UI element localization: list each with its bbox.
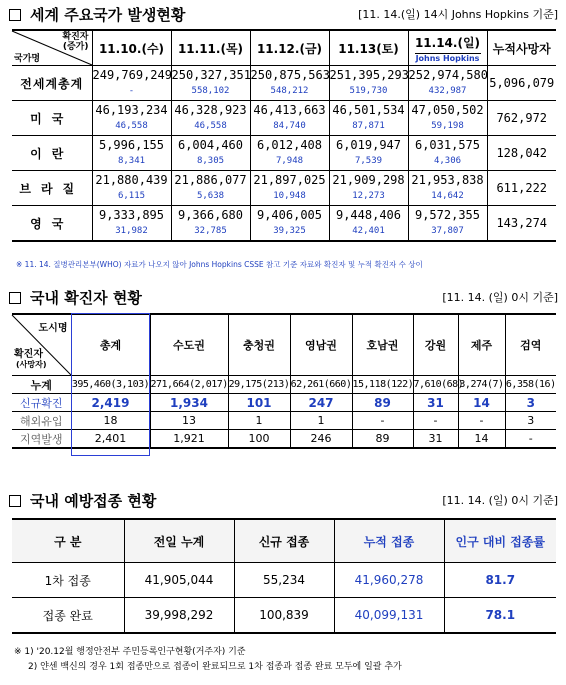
domestic-value-cell: - [413, 412, 458, 430]
world-corner-cell [12, 30, 92, 66]
domestic-row-label: 누계 [12, 376, 71, 394]
domestic-col-header: 제주 [458, 314, 505, 376]
world-value-cell [408, 206, 487, 242]
world-value-stack [93, 66, 171, 100]
domestic-value-cell: 101 [228, 394, 290, 412]
world-country-cell: 전세계총계 [12, 66, 92, 101]
johns-hopkins-label: Johns Hopkins [415, 53, 480, 63]
world-section [0, 4, 566, 30]
cumulative-cases: 46,328,923 [174, 103, 247, 117]
vaccine-value-cell: 41,905,044 [124, 563, 234, 598]
domestic-value-cell: 247 [290, 394, 352, 412]
cumulative-cases: 9,572,355 [414, 208, 481, 222]
cumulative-cases: 46,413,663 [253, 103, 326, 117]
vaccine-title: 국내 예방접종 현황 [30, 492, 157, 510]
domestic-row-label: 해외유입 [12, 412, 71, 430]
domestic-value-cell: 1 [290, 412, 352, 430]
cumulative-cases: 252,974,580 [408, 68, 488, 82]
vaccine-table [12, 518, 556, 634]
world-value-stack [330, 171, 408, 205]
world-value-stack [172, 101, 250, 135]
vaccine-value-cell: 100,839 [234, 598, 334, 634]
daily-increase: 14,642 [431, 191, 464, 201]
domestic-header-row [12, 314, 556, 376]
world-value-stack [409, 206, 487, 240]
daily-increase: 87,871 [352, 121, 385, 131]
world-value-cell [171, 136, 250, 171]
world-value-cell [92, 206, 171, 242]
world-value-cell [171, 101, 250, 136]
cumulative-cases: 21,886,077 [174, 173, 247, 187]
vaccine-footnote: 2) 얀센 백신의 경우 1회 접종만으로 접종이 완료되므로 1차 접종과 접종 완료 모두에 일괄 추가 [28, 662, 402, 672]
daily-increase: 37,807 [431, 226, 464, 236]
vaccine-section [0, 490, 566, 516]
daily-increase: - [128, 86, 135, 96]
domestic-value-cell: 6,358(16) [505, 376, 556, 394]
vaccine-header [0, 490, 566, 516]
domestic-value-cell: - [458, 412, 505, 430]
checkbox-square-icon [9, 9, 21, 21]
world-value-cell [250, 101, 329, 136]
domestic-row [12, 412, 556, 430]
daily-increase: 39,325 [273, 226, 306, 236]
world-header [0, 4, 566, 30]
vaccine-value-cell: 78.1 [444, 598, 556, 634]
world-row [12, 136, 556, 171]
daily-increase: 8,341 [117, 156, 146, 166]
world-country-cell: 이란 [12, 136, 92, 171]
world-value-stack [172, 171, 250, 205]
world-value-cell [329, 136, 408, 171]
world-date-header: 11.10.(수) [92, 30, 171, 66]
domestic-value-cell: 2,401 [71, 430, 150, 449]
vaccine-value-cell: 55,234 [234, 563, 334, 598]
daily-increase: 59,198 [431, 121, 464, 131]
vaccine-row [12, 563, 556, 598]
domestic-header [0, 287, 566, 313]
vaccine-stamp: [11. 14. (일) 0시 기준] [442, 494, 558, 507]
world-value-cell [408, 66, 487, 101]
world-value-cell [329, 206, 408, 242]
daily-increase: 558,102 [191, 86, 230, 96]
world-table [12, 29, 556, 242]
domestic-value-cell: 100 [228, 430, 290, 449]
domestic-value-cell: 89 [352, 394, 413, 412]
domestic-value-cell: 3,274(7) [458, 376, 505, 394]
domestic-row-label: 지역발생 [12, 430, 71, 449]
world-value-stack [409, 66, 487, 100]
world-value-stack [251, 136, 329, 170]
world-country-cell: 영국 [12, 206, 92, 242]
world-stamp: [11. 14.(일) 14시 Johns Hopkins 기준] [358, 8, 558, 21]
vaccine-col-header: 구 분 [12, 519, 124, 563]
vaccine-header-row [12, 519, 556, 563]
domestic-value-cell: 3 [505, 412, 556, 430]
world-date-header: 11.12.(금) [250, 30, 329, 66]
world-deaths-cell: 611,222 [487, 171, 556, 206]
world-title: 세계 주요국가 발생현황 [30, 6, 186, 24]
vaccine-col-header: 신규 접종 [234, 519, 334, 563]
cumulative-cases: 9,366,680 [177, 208, 244, 222]
cumulative-cases: 21,909,298 [332, 173, 405, 187]
cumulative-cases: 250,875,563 [250, 68, 330, 82]
daily-increase: 10,948 [273, 191, 306, 201]
world-value-stack [409, 136, 487, 170]
checkbox-square-icon [9, 495, 21, 507]
domestic-corner-top: 도시명 [38, 323, 68, 334]
domestic-value-cell: 1 [228, 412, 290, 430]
domestic-col-header: 호남권 [352, 314, 413, 376]
world-value-stack [93, 101, 171, 135]
domestic-value-cell: - [505, 430, 556, 449]
domestic-col-header: 총계 [71, 314, 150, 376]
domestic-corner-cell [12, 314, 71, 376]
world-value-stack [93, 171, 171, 205]
domestic-row [12, 394, 556, 412]
world-value-cell [92, 136, 171, 171]
world-value-stack [409, 101, 487, 135]
world-deaths-cell: 762,972 [487, 101, 556, 136]
checkbox-square-icon [9, 292, 21, 304]
daily-increase: 12,273 [352, 191, 385, 201]
world-date-header: 11.13(토) [329, 30, 408, 66]
world-value-stack [251, 171, 329, 205]
domestic-value-cell: 89 [352, 430, 413, 449]
cumulative-cases: 6,019,947 [335, 138, 402, 152]
daily-increase: 519,730 [349, 86, 388, 96]
vaccine-value-cell: 41,960,278 [334, 563, 444, 598]
vaccine-col-header: 누적 접종 [334, 519, 444, 563]
world-value-cell [171, 171, 250, 206]
world-header-row [12, 30, 556, 66]
world-value-cell [329, 66, 408, 101]
daily-increase: 84,740 [273, 121, 306, 131]
world-value-cell [250, 171, 329, 206]
world-value-cell [92, 66, 171, 101]
daily-increase: 7,539 [354, 156, 383, 166]
cumulative-cases: 6,012,408 [256, 138, 323, 152]
domestic-row-label: 신규확진 [12, 394, 71, 412]
domestic-value-cell: - [352, 412, 413, 430]
domestic-col-header: 영남권 [290, 314, 352, 376]
domestic-value-cell: 14 [458, 430, 505, 449]
world-value-cell [408, 171, 487, 206]
cumulative-cases: 6,004,460 [177, 138, 244, 152]
world-country-cell: 미국 [12, 101, 92, 136]
domestic-title: 국내 확진자 현황 [30, 289, 142, 307]
world-value-stack [251, 66, 329, 100]
world-value-cell [250, 66, 329, 101]
domestic-value-cell: 18 [71, 412, 150, 430]
domestic-value-cell: 62,261(660) [290, 376, 352, 394]
daily-increase: 5,638 [196, 191, 225, 201]
cumulative-cases: 21,953,838 [411, 173, 484, 187]
daily-increase: 4,306 [433, 156, 462, 166]
world-value-stack [330, 136, 408, 170]
domestic-value-cell: 14 [458, 394, 505, 412]
domestic-corner-mid: 확진자 [14, 349, 43, 360]
vaccine-footnote: ※ 1) '20.12월 행정안전부 주민등록인구현황(거주자) 기준 [14, 647, 246, 657]
world-row [12, 171, 556, 206]
world-value-cell [171, 66, 250, 101]
domestic-col-header: 검역 [505, 314, 556, 376]
world-value-stack [172, 66, 250, 100]
domestic-value-cell: 31 [413, 430, 458, 449]
cumulative-cases: 9,333,895 [98, 208, 165, 222]
domestic-row [12, 430, 556, 449]
cumulative-cases: 9,406,005 [256, 208, 323, 222]
daily-increase: 31,982 [115, 226, 148, 236]
world-deaths-cell: 128,042 [487, 136, 556, 171]
world-corner-top: 확진자 (증가) [62, 32, 89, 52]
daily-increase: 7,948 [275, 156, 304, 166]
world-value-stack [251, 101, 329, 135]
domestic-row [12, 376, 556, 394]
world-value-stack [93, 136, 171, 170]
domestic-corner-bottom: (사망자) [16, 360, 47, 369]
world-value-cell [329, 171, 408, 206]
daily-increase: 548,212 [270, 86, 309, 96]
domestic-value-cell: 246 [290, 430, 352, 449]
domestic-value-cell: 15,118(122) [352, 376, 413, 394]
world-value-stack [172, 136, 250, 170]
cumulative-cases: 21,897,025 [253, 173, 326, 187]
world-row [12, 206, 556, 242]
world-value-stack [330, 206, 408, 240]
vaccine-value-cell: 81.7 [444, 563, 556, 598]
world-value-cell [92, 101, 171, 136]
world-deaths-cell: 5,096,079 [487, 66, 556, 101]
cumulative-cases: 250,327,351 [171, 68, 251, 82]
world-value-cell [171, 206, 250, 242]
cumulative-cases: 251,395,293 [329, 68, 409, 82]
vaccine-col-header: 인구 대비 접종률 [444, 519, 556, 563]
domestic-col-header: 수도권 [150, 314, 228, 376]
cumulative-cases: 21,880,439 [95, 173, 168, 187]
domestic-value-cell: 3 [505, 394, 556, 412]
daily-increase: 42,401 [352, 226, 385, 236]
domestic-value-cell: 31 [413, 394, 458, 412]
world-row [12, 101, 556, 136]
daily-increase: 32,785 [194, 226, 227, 236]
world-value-stack [330, 66, 408, 100]
vaccine-row-label: 접종 완료 [12, 598, 124, 634]
world-value-cell [250, 136, 329, 171]
vaccine-value-cell: 39,998,292 [124, 598, 234, 634]
world-value-stack [93, 206, 171, 240]
vaccine-row-label: 1차 접종 [12, 563, 124, 598]
cumulative-cases: 9,448,406 [335, 208, 402, 222]
daily-increase: 46,558 [194, 121, 227, 131]
domestic-section [0, 287, 566, 313]
vaccine-col-header: 전일 누계 [124, 519, 234, 563]
domestic-col-header: 강원 [413, 314, 458, 376]
world-value-stack [251, 206, 329, 240]
vaccine-value-cell: 40,099,131 [334, 598, 444, 634]
domestic-value-cell: 271,664(2,017) [150, 376, 228, 394]
world-date-latest: 11.14.(일) [414, 35, 481, 50]
vaccine-row [12, 598, 556, 634]
world-value-stack [409, 171, 487, 205]
daily-increase: 432,987 [428, 86, 467, 96]
cumulative-cases: 5,996,155 [98, 138, 165, 152]
cumulative-cases: 46,501,534 [332, 103, 405, 117]
daily-increase: 8,305 [196, 156, 225, 166]
domestic-value-cell: 1,934 [150, 394, 228, 412]
world-value-cell [250, 206, 329, 242]
daily-increase: 6,115 [117, 191, 146, 201]
world-value-cell [329, 101, 408, 136]
world-date-header-latest [408, 30, 487, 66]
world-date-header: 11.11.(목) [171, 30, 250, 66]
world-value-stack [330, 101, 408, 135]
world-row [12, 66, 556, 101]
cumulative-cases: 249,769,249 [92, 68, 172, 82]
world-deaths-cell: 143,274 [487, 206, 556, 242]
world-value-cell [408, 136, 487, 171]
domestic-stamp: [11. 14. (일) 0시 기준] [442, 291, 558, 304]
world-corner-bottom: 국가명 [14, 54, 41, 64]
world-value-cell [92, 171, 171, 206]
world-value-cell [408, 101, 487, 136]
cumulative-cases: 6,031,575 [414, 138, 481, 152]
world-value-stack [172, 206, 250, 240]
domestic-value-cell: 2,419 [71, 394, 150, 412]
world-deaths-header: 누적사망자 [487, 30, 556, 66]
world-note: ※ 11. 14. 질병관리본부(WHO) 자료가 나오지 않아 Johns Hopkins CSSE 참고 기준 자료와 확진자 및 누적 확진자 수 상이 [16, 260, 423, 269]
domestic-value-cell: 7,610(68) [413, 376, 458, 394]
cumulative-cases: 47,050,502 [411, 103, 484, 117]
domestic-col-header: 충청권 [228, 314, 290, 376]
cumulative-cases: 46,193,234 [95, 103, 168, 117]
domestic-value-cell: 395,460(3,103) [71, 376, 150, 394]
domestic-value-cell: 13 [150, 412, 228, 430]
domestic-table [12, 313, 556, 449]
domestic-value-cell: 29,175(213) [228, 376, 290, 394]
world-country-cell: 브라질 [12, 171, 92, 206]
daily-increase: 46,558 [115, 121, 148, 131]
domestic-value-cell: 1,921 [150, 430, 228, 449]
